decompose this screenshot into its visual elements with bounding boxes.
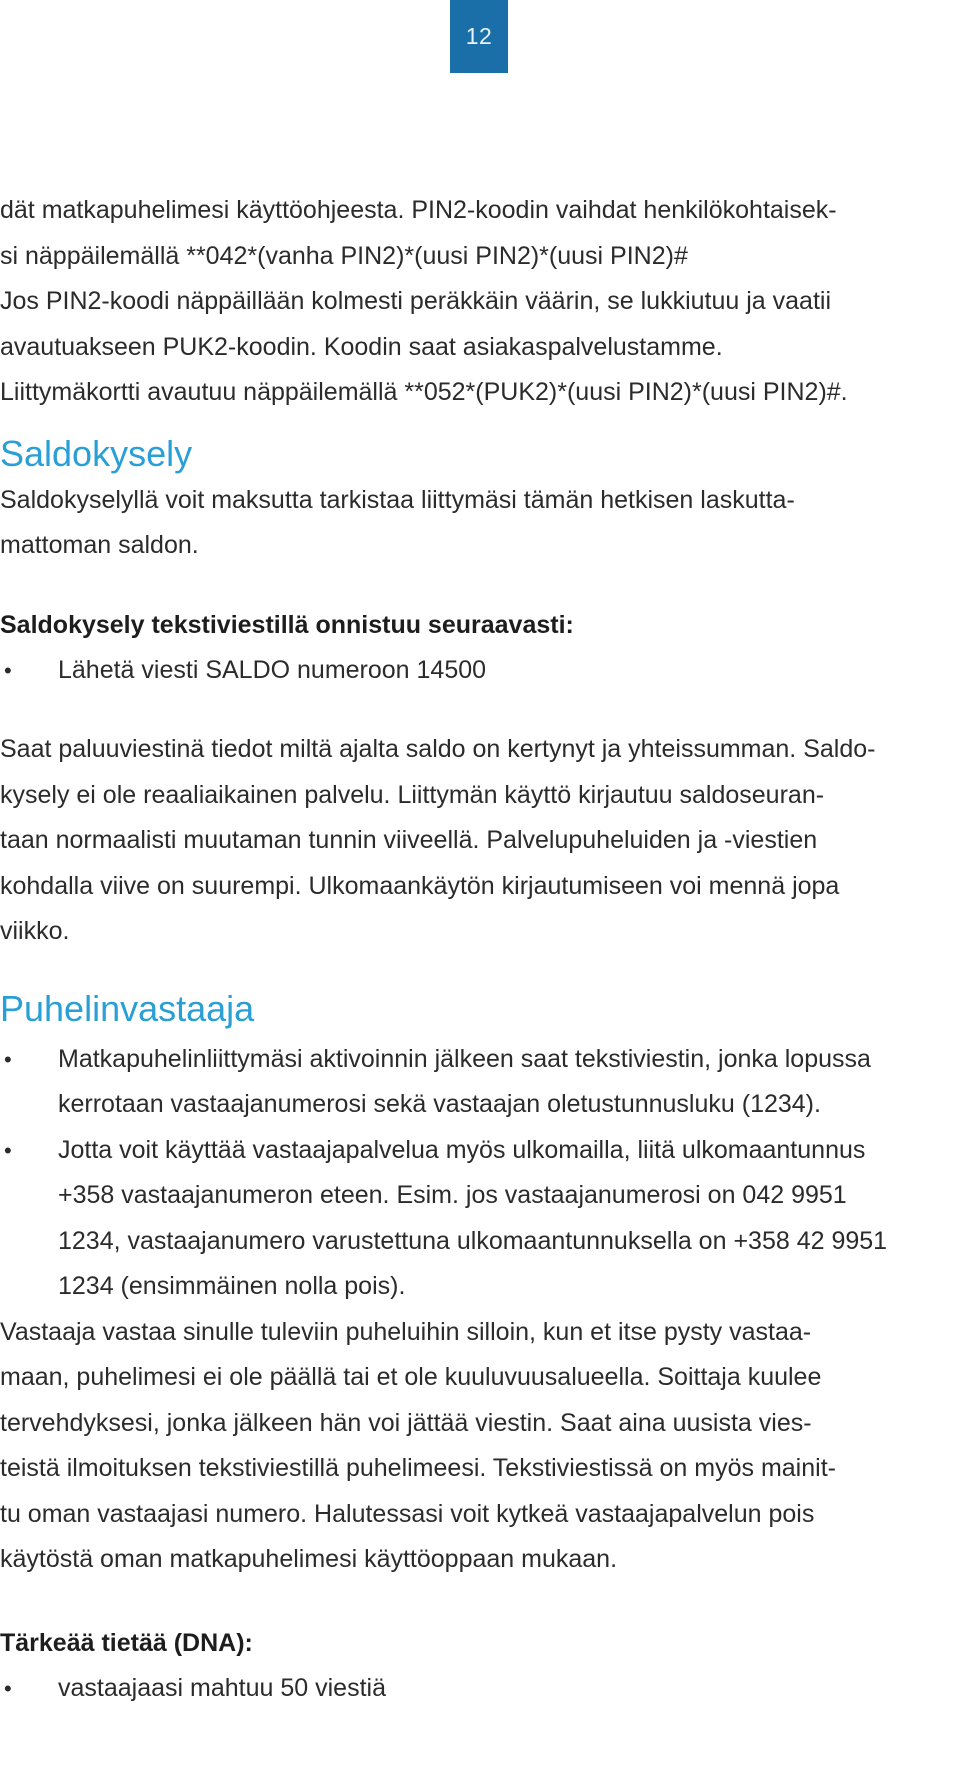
saldo-subheading: Saldokysely tekstiviestillä onnistuu seuraavasti: xyxy=(0,610,574,639)
text-line: si näppäilemällä **042*(vanha PIN2)*(uusi PIN2)*(uusi PIN2)# xyxy=(0,241,688,270)
text-line: tervehdyksesi, jonka jälkeen hän voi jättää viestin. Saat aina uusista vies- xyxy=(0,1408,812,1437)
text-line: käytöstä oman matkapuhelimesi käyttöoppaan mukaan. xyxy=(0,1545,618,1573)
text-line: Saat paluuviestinä tiedot miltä ajalta saldo on kertynyt ja yhteissumman. Saldo- xyxy=(0,735,876,763)
bullet-dot-icon: • xyxy=(4,1137,12,1163)
text-line: 1234, vastaajanumero varustettuna ulkomaantunnuksella on +358 42 9951 xyxy=(58,1226,888,1255)
text-line: tu oman vastaajasi numero. Halutessasi voit kytkeä vastaajapalvelun pois xyxy=(0,1499,815,1528)
text-line: Saldokyselyllä voit maksutta tarkistaa liittymäsi tämän hetkisen laskutta- xyxy=(0,485,795,514)
intro-paragraph xyxy=(0,188,960,416)
text-line: Liittymäkortti avautuu näppäilemällä **052*(PUK2)*(uusi PIN2)*(uusi PIN2)#. xyxy=(0,378,848,406)
list-item xyxy=(0,1037,960,1128)
list-item xyxy=(0,648,960,694)
text-line: Lähetä viesti SALDO numeroon 14500 xyxy=(58,655,487,684)
page-number-tab xyxy=(450,0,508,73)
text-line: vastaajaasi mahtuu 50 viestiä xyxy=(58,1673,386,1702)
vastaaja-bullet-list xyxy=(0,1037,960,1310)
text-line: kohdalla viive on suurempi. Ulkomaankäytön kirjautumiseen voi mennä jopa xyxy=(0,871,840,900)
bullet-dot-icon: • xyxy=(4,657,12,683)
text-line: maan, puhelimesi ei ole päällä tai et ole kuuluvuusalueella. Soittaja kuulee xyxy=(0,1363,822,1391)
text-line: avautuakseen PUK2-koodin. Koodin saat asiakaspalvelustamme. xyxy=(0,332,723,361)
saldo-intro-paragraph xyxy=(0,478,960,569)
important-bullet-list xyxy=(0,1666,960,1712)
bullet-dot-icon: • xyxy=(4,1675,12,1701)
page-number: 12 xyxy=(465,23,493,49)
text-line: teistä ilmoituksen tekstiviestillä puhelimeesi. Tekstiviestissä on myös mainit- xyxy=(0,1454,836,1482)
text-line: 1234 (ensimmäinen nolla pois). xyxy=(58,1272,406,1300)
page-content xyxy=(0,188,960,1711)
section-heading-puhelinvastaaja: Puhelinvastaaja xyxy=(0,987,255,1029)
text-line: taan normaalisti muutaman tunnin viiveellä. Palvelupuheluiden ja -viestien xyxy=(0,826,818,854)
bullet-dot-icon: • xyxy=(4,1046,12,1072)
text-line: kysely ei ole reaaliaikainen palvelu. Liittymän käyttö kirjautuu saldoseuran- xyxy=(0,780,825,809)
important-subheading: Tärkeää tietää (DNA): xyxy=(0,1628,253,1657)
text-line: Jotta voit käyttää vastaajapalvelua myös ulkomailla, liitä ulkomaantunnus xyxy=(58,1135,866,1164)
vastaaja-body-paragraph xyxy=(0,1310,960,1583)
saldo-bullet-list xyxy=(0,648,960,694)
text-line: +358 vastaajanumeron eteen. Esim. jos vastaajanumerosi on 042 9951 xyxy=(58,1181,847,1209)
text-line: Jos PIN2-koodi näppäillään kolmesti peräkkäin väärin, se lukkiutuu ja vaatii xyxy=(0,287,831,315)
text-line: Matkapuhelinliittymäsi aktivoinnin jälkeen saat tekstiviestin, jonka lopussa xyxy=(58,1044,871,1073)
list-item xyxy=(0,1128,960,1310)
saldo-body-paragraph xyxy=(0,727,960,955)
text-line: viikko. xyxy=(0,917,70,945)
text-line: Vastaaja vastaa sinulle tuleviin puheluihin silloin, kun et itse pysty vastaa- xyxy=(0,1317,812,1346)
section-heading-saldokysely: Saldokysely xyxy=(0,432,193,474)
text-line: mattoman saldon. xyxy=(0,531,199,559)
list-item xyxy=(0,1666,960,1712)
text-line: kerrotaan vastaajanumerosi sekä vastaajan oletustunnusluku (1234). xyxy=(58,1090,821,1118)
text-line: dät matkapuhelimesi käyttöohjeesta. PIN2-koodin vaihdat henkilökohtaisek- xyxy=(0,196,837,224)
